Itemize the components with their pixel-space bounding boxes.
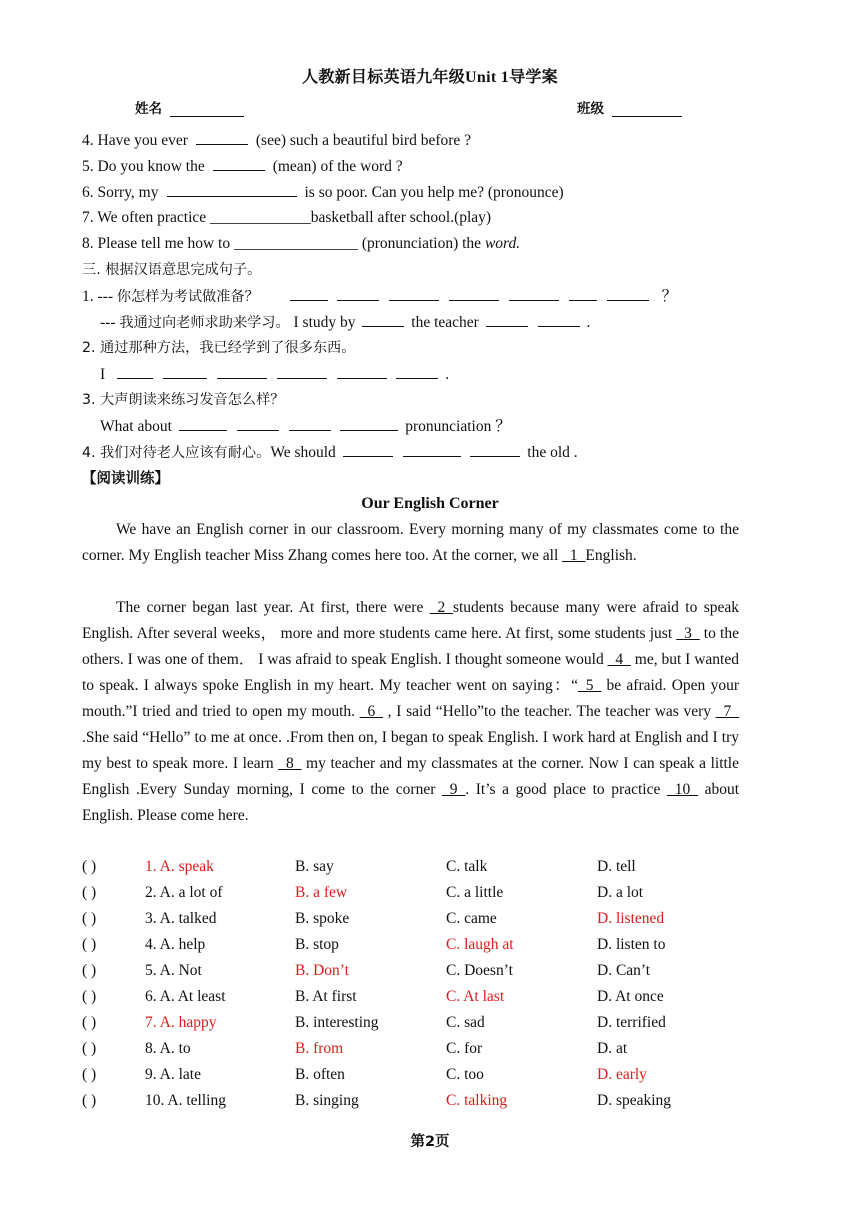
translate-3-en <box>100 416 511 437</box>
option-a: 7. A. happy <box>145 1014 217 1031</box>
t3-blank-4[interactable] <box>340 416 398 431</box>
option-c: C. for <box>446 1040 483 1057</box>
p2-text-b: students because many were afraid to speak English. After several weeks， more and more students came here. At first, some students just <box>82 599 739 642</box>
t1b-blank-2[interactable] <box>486 312 528 327</box>
question-8 <box>82 234 520 254</box>
t1a-num: 1. --- <box>82 288 113 305</box>
t1b-num: --- <box>100 314 116 331</box>
t1a-blank-6[interactable] <box>569 286 597 301</box>
question-row <box>82 858 782 884</box>
t4-english-2: the old . <box>527 444 578 461</box>
blank-1[interactable]: _1_ <box>562 547 586 564</box>
answer-bracket[interactable]: ( ) <box>82 1092 97 1109</box>
title-part-1: 人教新目标英语九年级 <box>302 67 466 86</box>
p2-text-d: me, but I wanted to speak. I always spoke English in my heart. My teacher went on saying：“ <box>82 651 739 694</box>
p2-text-h: my teacher and my classmates at the corner. Now I can speak a little English .Every Sunday morning, I come to the corner <box>82 755 739 798</box>
question-4 <box>82 130 471 151</box>
p2-text-a: The corner began last year. At first, there were <box>116 599 430 616</box>
t1b-english-2: the teacher <box>411 314 479 331</box>
translate-2-cn: 2. 通过那种方法，我已经学到了很多东西。 <box>82 340 356 356</box>
translate-heading: 三. 根据汉语意思完成句子。 <box>82 262 262 278</box>
translate-3-cn: 3. 大声朗读来练习发音怎么样？ <box>82 392 285 408</box>
answer-bracket[interactable]: ( ) <box>82 858 97 875</box>
option-c: C. laugh at <box>446 936 514 953</box>
passage-paragraph-1 <box>82 517 739 569</box>
q5-text-b: (mean) of the word ? <box>272 158 403 175</box>
option-d: D. a lot <box>597 884 644 901</box>
t1b-period: . <box>586 314 591 331</box>
option-a: 2. A. a lot of <box>145 884 223 901</box>
t3-english-1: What about <box>100 418 172 435</box>
question-7: 7. We often practice _____________basketball after school.(play) <box>82 209 492 226</box>
translate-2-en <box>100 364 449 385</box>
t3-blank-2[interactable] <box>237 416 279 431</box>
question-row <box>82 936 782 962</box>
option-b: B. Don’t <box>295 962 349 979</box>
blank-7[interactable]: _7_ <box>715 703 739 720</box>
t1a-blank-1[interactable] <box>290 286 328 301</box>
t2-blank-3[interactable] <box>217 364 267 379</box>
option-a: 5. A. Not <box>145 962 202 979</box>
name-field <box>135 97 244 117</box>
t1a-blank-3[interactable] <box>389 286 439 301</box>
blank-9[interactable]: _9_ <box>442 781 466 798</box>
answer-bracket[interactable]: ( ) <box>82 910 97 927</box>
t2-blank-6[interactable] <box>396 364 438 379</box>
option-d: D. At once <box>597 988 664 1005</box>
blank-5[interactable]: _5_ <box>577 677 602 694</box>
p1-text-a: We have an English corner in our classroom. Every morning many of my classmates come to the corner. My English teacher Miss Zhang comes here too. At the corner, we all <box>82 521 739 564</box>
title-part-2: 导学案 <box>509 67 558 86</box>
option-b: B. say <box>295 858 334 875</box>
q8-text-b: word. <box>484 235 521 252</box>
blank-10[interactable]: _10_ <box>666 781 698 798</box>
option-c: C. talking <box>446 1092 508 1109</box>
question-row <box>82 910 782 936</box>
name-blank[interactable] <box>170 102 244 117</box>
option-a: 1. A. speak <box>145 858 214 875</box>
answer-bracket[interactable]: ( ) <box>82 962 97 979</box>
blank-8[interactable]: _8_ <box>278 755 302 772</box>
answer-bracket[interactable]: ( ) <box>82 884 97 901</box>
t1a-blank-5[interactable] <box>509 286 559 301</box>
q6-text-b: is so poor. Can you help me? (pronounce) <box>304 184 564 201</box>
t1b-blank-1[interactable] <box>362 312 404 327</box>
p2-text-e: be afraid. Open your mouth.”I tried and tried to open my mouth. <box>82 677 739 720</box>
answer-bracket[interactable]: ( ) <box>82 1066 97 1083</box>
name-label: 姓名 <box>135 101 162 117</box>
p2-text-i: . It’s a good place to practice <box>465 781 667 798</box>
class-label: 班级 <box>577 101 604 117</box>
option-b: B. stop <box>295 936 339 953</box>
class-field <box>577 97 682 117</box>
option-d: D. listened <box>597 910 665 927</box>
option-d: D. at <box>597 1040 628 1057</box>
translate-1a <box>82 286 677 307</box>
option-b: B. a few <box>295 884 348 901</box>
question-row <box>82 1092 782 1118</box>
option-b: B. from <box>295 1040 344 1057</box>
passage-title: Our English Corner <box>361 495 499 512</box>
t2-i: I <box>100 366 106 383</box>
class-blank[interactable] <box>612 102 682 117</box>
q6-blank[interactable] <box>167 182 297 197</box>
p1-text-b: English. <box>585 547 637 564</box>
reading-section-heading: 【阅读训练】 <box>82 471 169 487</box>
question-row <box>82 962 782 988</box>
translate-1b <box>100 312 590 333</box>
t1b-chinese: 我通过向老师求助来学习。 <box>119 315 290 331</box>
p2-text-f: , I said “Hello”to the teacher. The teacher was very <box>382 703 716 720</box>
option-d: D. terrified <box>597 1014 666 1031</box>
blank-3[interactable]: _3_ <box>676 625 700 642</box>
t1a-question-mark: ？ <box>661 288 678 305</box>
q4-text-b: (see) such a beautiful bird before ? <box>255 132 472 149</box>
t2-blank-5[interactable] <box>337 364 387 379</box>
option-a: 9. A. late <box>145 1066 201 1083</box>
p2-text-g: .She said “Hello” to me at once. .From then on, I began to speak English. I work hard at English and I try my best to speak more. I learn <box>82 729 739 772</box>
option-c: C. sad <box>446 1014 485 1031</box>
option-a: 3. A. talked <box>145 910 217 927</box>
answer-bracket[interactable]: ( ) <box>82 936 97 953</box>
t3-english-2: pronunciation ？ <box>405 418 511 435</box>
option-c: C. talk <box>446 858 488 875</box>
blank-2[interactable]: _2_ <box>429 599 453 616</box>
question-row <box>82 988 782 1014</box>
q5-text-a: 5. Do you know the <box>82 158 205 175</box>
option-d: D. Can’t <box>597 962 651 979</box>
blank-4[interactable]: _4_ <box>607 651 631 668</box>
q4-blank[interactable] <box>196 130 248 145</box>
option-c: C. a little <box>446 884 504 901</box>
option-a: 10. A. telling <box>145 1092 226 1109</box>
page-title <box>0 64 860 87</box>
option-b: B. often <box>295 1066 345 1083</box>
blank-6[interactable]: _6_ <box>359 703 383 720</box>
t2-period: . <box>445 366 450 383</box>
p2-text-j: about English. Please come here. <box>82 781 740 824</box>
page-number: 第2页 <box>410 1134 450 1150</box>
question-row <box>82 1014 782 1040</box>
passage-paragraph-2 <box>82 595 739 829</box>
q5-blank[interactable] <box>213 156 265 171</box>
p2-text-c: to the others. I was one of them． I was afraid to speak English. I thought someone would <box>82 625 739 668</box>
t4-blank-1[interactable] <box>343 442 393 457</box>
question-row <box>82 1040 782 1066</box>
t4-english-1: We should <box>270 444 336 461</box>
answer-bracket[interactable]: ( ) <box>82 988 97 1005</box>
t1a-blank-2[interactable] <box>337 286 379 301</box>
t2-blank-4[interactable] <box>277 364 327 379</box>
option-a: 6. A. At least <box>145 988 226 1005</box>
t1a-blank-7[interactable] <box>607 286 649 301</box>
option-c: C. came <box>446 910 497 927</box>
t1b-english-1: I study by <box>293 314 356 331</box>
t1a-blank-4[interactable] <box>449 286 499 301</box>
option-b: B. spoke <box>295 910 350 927</box>
t1a-chinese: 你怎样为考试做准备？ <box>116 289 259 305</box>
t1b-blank-3[interactable] <box>538 312 580 327</box>
question-row <box>82 1066 782 1092</box>
answer-bracket[interactable]: ( ) <box>82 1040 97 1057</box>
t3-blank-1[interactable] <box>179 416 227 431</box>
question-6 <box>82 182 564 203</box>
t4-blank-3[interactable] <box>470 442 520 457</box>
q8-text-a: 8. Please tell me how to ________________ (pronunciation) the <box>82 235 482 252</box>
q4-text-a: 4. Have you ever <box>82 132 188 149</box>
option-a: 4. A. help <box>145 936 206 953</box>
option-b: B. singing <box>295 1092 359 1109</box>
option-c: C. At last <box>446 988 505 1005</box>
option-b: B. interesting <box>295 1014 379 1031</box>
option-b: B. At first <box>295 988 357 1005</box>
t2-blank-2[interactable] <box>163 364 207 379</box>
translate-4 <box>82 442 578 463</box>
answer-bracket[interactable]: ( ) <box>82 1014 97 1031</box>
question-row <box>82 884 782 910</box>
option-a: 8. A. to <box>145 1040 191 1057</box>
q6-text-a: 6. Sorry, my <box>82 184 159 201</box>
option-d: D. speaking <box>597 1092 672 1109</box>
option-d: D. early <box>597 1066 647 1083</box>
question-5 <box>82 156 403 177</box>
t4-chinese: 4. 我们对待老人应该有耐心。 <box>82 445 271 461</box>
t2-blank-1[interactable] <box>117 364 153 379</box>
option-d: D. listen to <box>597 936 666 953</box>
t4-blank-2[interactable] <box>403 442 461 457</box>
option-c: C. too <box>446 1066 484 1083</box>
option-c: C. Doesn’t <box>446 962 513 979</box>
t3-blank-3[interactable] <box>289 416 331 431</box>
title-unit: Unit 1 <box>465 69 510 86</box>
option-d: D. tell <box>597 858 636 875</box>
